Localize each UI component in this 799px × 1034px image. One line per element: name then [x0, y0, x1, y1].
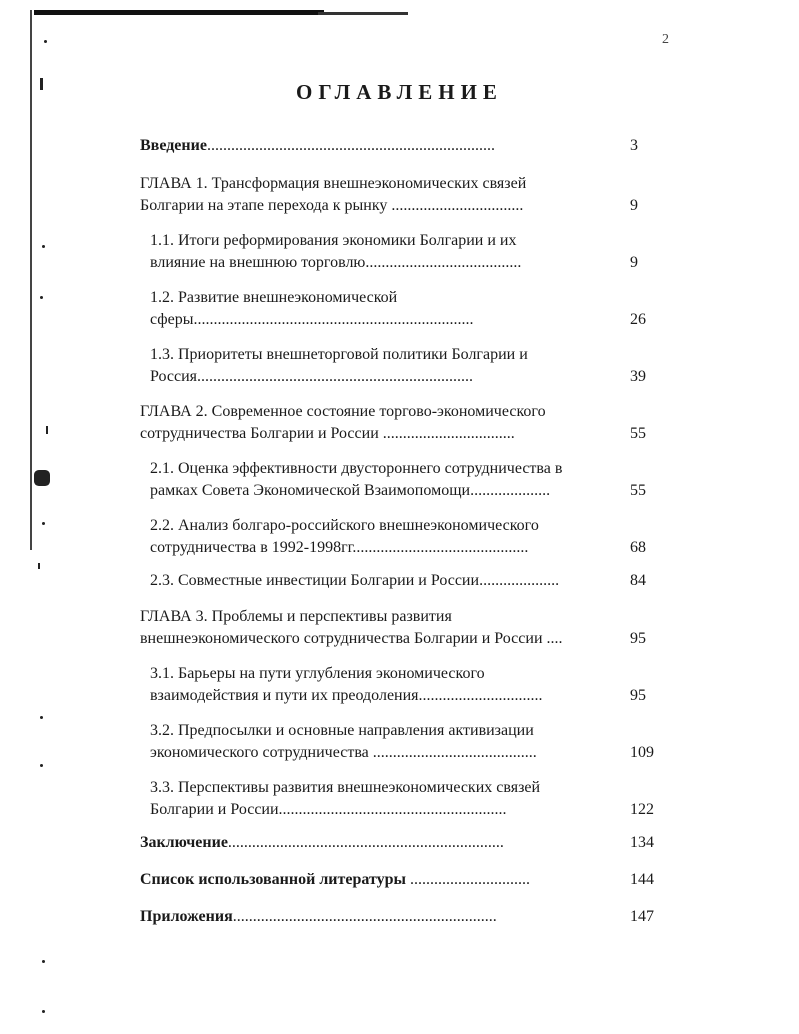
toc-entry-introduction: [140, 135, 675, 157]
toc-entry-title: Список использованной литературы: [140, 871, 406, 888]
toc-entry-title: Приложения: [140, 908, 233, 925]
toc-entry-section-3-3: [140, 777, 675, 821]
toc-entry-line2: экономического сотрудничества: [150, 744, 369, 761]
scan-speck: [46, 426, 48, 434]
toc-page-number: 144: [630, 871, 654, 888]
toc-entry-line2: внешнеэкономического сотрудничества Болгарии и России: [140, 630, 543, 647]
toc-entry-line1: 3.1. Барьеры на пути углубления экономического: [150, 665, 485, 682]
scan-speck: [34, 470, 50, 486]
toc-entry-line2: влияние на внешнюю торговлю: [150, 254, 366, 271]
toc-leader-dots: .........................................: [368, 744, 537, 761]
toc-entry-line1: 2.1. Оценка эффективности двустороннего сотрудничества в: [150, 460, 563, 477]
toc-entry-line1: 1.3. Приоритеты внешнеторговой политики Болгарии и: [150, 346, 528, 363]
toc-page-number: 95: [630, 630, 646, 647]
toc-page-number: 9: [630, 197, 638, 214]
scan-speck: [40, 716, 43, 719]
toc-entry-line2: Россия: [150, 368, 198, 385]
toc-entry-title: Заключение: [140, 834, 228, 851]
toc-entry-line1: ГЛАВА 2. Современное состояние торгово-экономического: [140, 403, 546, 420]
toc-page-number: 84: [630, 572, 646, 589]
toc-entry-line2: взаимодействия и пути их преодоления: [150, 687, 419, 704]
toc-entry-line2: сотрудничества в 1992-1998гг: [150, 539, 353, 556]
toc-entry-section-1-3: [140, 344, 675, 388]
toc-entry-chapter-2: [140, 401, 675, 445]
toc-entry-section-1-2: [140, 287, 675, 331]
toc-entry-line1: ГЛАВА 3. Проблемы и перспективы развития: [140, 608, 452, 625]
toc-entry-line1: ГЛАВА 1. Трансформация внешнеэкономических связей: [140, 175, 527, 192]
toc-entry-section-1-1: [140, 230, 675, 274]
toc-leader-dots: ............................................: [352, 539, 529, 556]
toc-leader-dots: ..................................................................: [232, 908, 497, 925]
toc-leader-dots: ....: [542, 630, 563, 647]
toc-page-number: 55: [630, 425, 646, 442]
scan-speck: [42, 1010, 45, 1013]
toc-leader-dots: ....................: [479, 572, 560, 589]
scan-speck: [38, 563, 40, 569]
scan-speck: [42, 245, 45, 248]
toc-entry-title: Введение: [140, 137, 207, 154]
toc-entry-chapter-3: [140, 606, 675, 650]
page-title: ОГЛАВЛЕНИЕ: [296, 80, 503, 104]
scan-speck: [40, 296, 43, 299]
toc-entry-line2: рамках Совета Экономической Взаимопомощи: [150, 482, 471, 499]
toc-leader-dots: .................................: [378, 425, 515, 442]
scan-speck: [42, 522, 45, 525]
scan-speck: [44, 40, 47, 43]
toc-entry-line1: 2.2. Анализ болгаро-российского внешнеэкономического: [150, 517, 539, 534]
scan-border-top: [34, 10, 324, 15]
toc-entry-line1: 3.2. Предпосылки и основные направления активизации: [150, 722, 534, 739]
toc-page-number: 109: [630, 744, 654, 761]
toc-entry-conclusion: [140, 832, 675, 854]
scan-speck: [40, 764, 43, 767]
toc-entry-section-2-3: [140, 570, 675, 592]
toc-entry-line2: сотрудничества Болгарии и России: [140, 425, 379, 442]
toc-leader-dots: ..............................: [406, 871, 530, 888]
toc-leader-dots: ...............................: [418, 687, 543, 704]
toc-page-number: 55: [630, 482, 646, 499]
toc-page-number: 39: [630, 368, 646, 385]
toc-entry-chapter-1: [140, 173, 675, 217]
toc-leader-dots: .......................................: [365, 254, 522, 271]
toc-entry-appendices: [140, 906, 675, 928]
toc-leader-dots: ........................................................................: [206, 137, 495, 154]
toc-entry-line1: 1.2. Развитие внешнеэкономической: [150, 289, 398, 306]
toc-entry-bibliography: [140, 869, 675, 891]
toc-page-number: 95: [630, 687, 646, 704]
toc-page-number: 3: [630, 137, 638, 154]
toc-leader-dots: ....................: [470, 482, 551, 499]
toc-leader-dots: .....................................................................: [197, 368, 474, 385]
toc-page-number: 147: [630, 908, 654, 925]
page-number: 2: [662, 32, 669, 47]
toc-leader-dots: .........................................................: [278, 801, 507, 818]
toc-page-number: 26: [630, 311, 646, 328]
toc-entry-line2: Болгарии на этапе перехода к рынку: [140, 197, 388, 214]
toc-page-number: 68: [630, 539, 646, 556]
toc-entry-section-3-1: [140, 663, 675, 707]
toc-page-number: 9: [630, 254, 638, 271]
scan-speck: [42, 960, 45, 963]
toc-entry-section-2-1: [140, 458, 675, 502]
toc-leader-dots: ......................................................................: [193, 311, 474, 328]
toc-entry-section-2-2: [140, 515, 675, 559]
toc-entry-line2: Болгарии и России: [150, 801, 279, 818]
toc-leader-dots: .....................................................................: [227, 834, 504, 851]
toc-page-number: 134: [630, 834, 654, 851]
toc-entry-line2: сферы: [150, 311, 194, 328]
toc-entry-line1: 3.3. Перспективы развития внешнеэкономических связей: [150, 779, 541, 796]
toc-entry-line1: 1.1. Итоги реформирования экономики Болгарии и их: [150, 232, 517, 249]
toc-entry-section-3-2: [140, 720, 675, 764]
toc-entry-title: 2.3. Совместные инвестиции Болгарии и России: [150, 572, 480, 589]
scan-border-top-2: [318, 12, 408, 15]
toc-page-number: 122: [630, 801, 654, 818]
toc-leader-dots: .................................: [387, 197, 524, 214]
